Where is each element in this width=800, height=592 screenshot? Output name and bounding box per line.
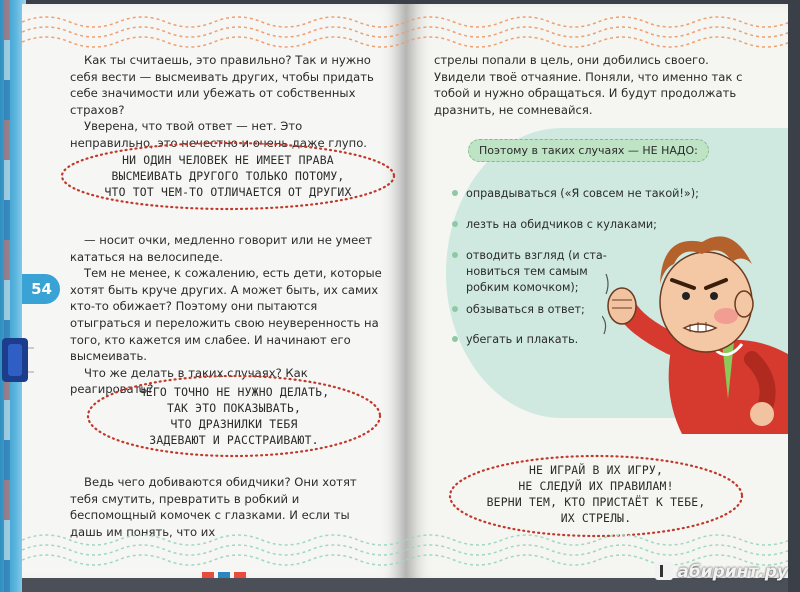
- paragraph: — носит очки, медленно говорит или не умеет кататься на велосипеде.: [70, 233, 373, 264]
- right-page: [406, 4, 788, 580]
- bullet-icon: [452, 252, 458, 258]
- labirint-logo-icon: [655, 562, 673, 580]
- paragraph: Тем не менее, к сожалению, есть дети, которые хотят быть круче других. А может быть, их самих кто-то обижает? Поэтому они пытаются отыграться и переложить свою неуверенность на того, кто кажется им слабее. И начинают его высмеивать.: [70, 266, 382, 364]
- callout-line: ЧЕГО ТОЧНО НЕ НУЖНО ДЕЛАТЬ,: [138, 385, 330, 399]
- paragraph: Как ты считаешь, это правильно? Так и нужно себя вести — высмеивать других, чтобы придать себе значимости или убежать от собственных страхов?: [70, 53, 374, 117]
- callout-line: ТАК ЭТО ПОКАЗЫВАТЬ,: [166, 401, 302, 415]
- callout-line: НЕ СЛЕДУЙ ИХ ПРАВИЛАМ!: [518, 479, 674, 493]
- callout-line: НИ ОДИН ЧЕЛОВЕК НЕ ИМЕЕТ ПРАВА: [122, 153, 334, 167]
- paragraph: Что же делать в таких случаях? Как реагировать?: [70, 365, 308, 397]
- decorative-wave-top: [22, 10, 406, 50]
- watermark: [655, 562, 788, 582]
- bullet-icon: [452, 221, 458, 227]
- list-item: оправдываться («Я совсем не такой!»);: [452, 186, 699, 202]
- list-item: лезть на обидчиков с кулаками;: [452, 217, 657, 233]
- binder-clip-icon: [0, 330, 34, 390]
- left-page: [22, 4, 406, 580]
- section-tag: Поэтому в таких случаях — НЕ НАДО:: [468, 139, 709, 162]
- paragraph: стрелы попали в цель, они добились своего. Увидели твоё отчаяние. Поняли, что именно так с тобой и нужно обращаться. И будут продолжать дразнить, не сомневайся.: [434, 53, 743, 117]
- watermark-text: абиринт.ру: [677, 562, 788, 582]
- callout-line: ЧТО ТОТ ЧЕМ-ТО ОТЛИЧАЕТСЯ ОТ ДРУГИХ: [104, 185, 352, 199]
- bullet-icon: [452, 190, 458, 196]
- callout-line: ИХ СТРЕЛЫ.: [560, 511, 632, 525]
- callout-line: НЕ ИГРАЙ В ИХ ИГРУ,: [528, 463, 664, 477]
- callout-1: [72, 152, 384, 200]
- decorative-wave-top: [406, 10, 788, 50]
- callout-line: ВЫСМЕИВАТЬ ДРУГОГО ТОЛЬКО ПОТОМУ,: [111, 169, 345, 183]
- callout-line: ВЕРНИ ТЕМ, КТО ПРИСТАЁТ К ТЕБЕ,: [486, 495, 706, 509]
- list-item: отводить взгляд (и ста- новиться тем самым робким комочком);: [452, 248, 622, 296]
- list-item: обзываться в ответ;: [452, 302, 585, 318]
- bullet-icon: [452, 336, 458, 342]
- paragraph: Уверена, что твой ответ — нет. Это неправильно, это нечестно и очень даже глупо.: [70, 119, 367, 150]
- list-item: убегать и плакать.: [452, 332, 578, 348]
- page-number: 54: [22, 274, 60, 304]
- angry-boy-illustration: [602, 224, 788, 434]
- callout-line: ЧТО ДРАЗНИЛКИ ТЕБЯ: [170, 417, 298, 431]
- paragraph: Ведь чего добиваются обидчики? Они хотят тебя смутить, превратить в робкий и беспомощный комочек с глазками. И если ты дашь им понять, что их: [70, 475, 357, 539]
- bullet-icon: [452, 306, 458, 312]
- callout-line: ЗАДЕВАЮТ И РАССТРАИВАЮТ.: [149, 433, 319, 447]
- left-text-block-1: [70, 52, 382, 152]
- right-text-block-1: [434, 52, 754, 118]
- decorative-wave-bottom: [22, 510, 406, 580]
- callout-2: [96, 384, 372, 448]
